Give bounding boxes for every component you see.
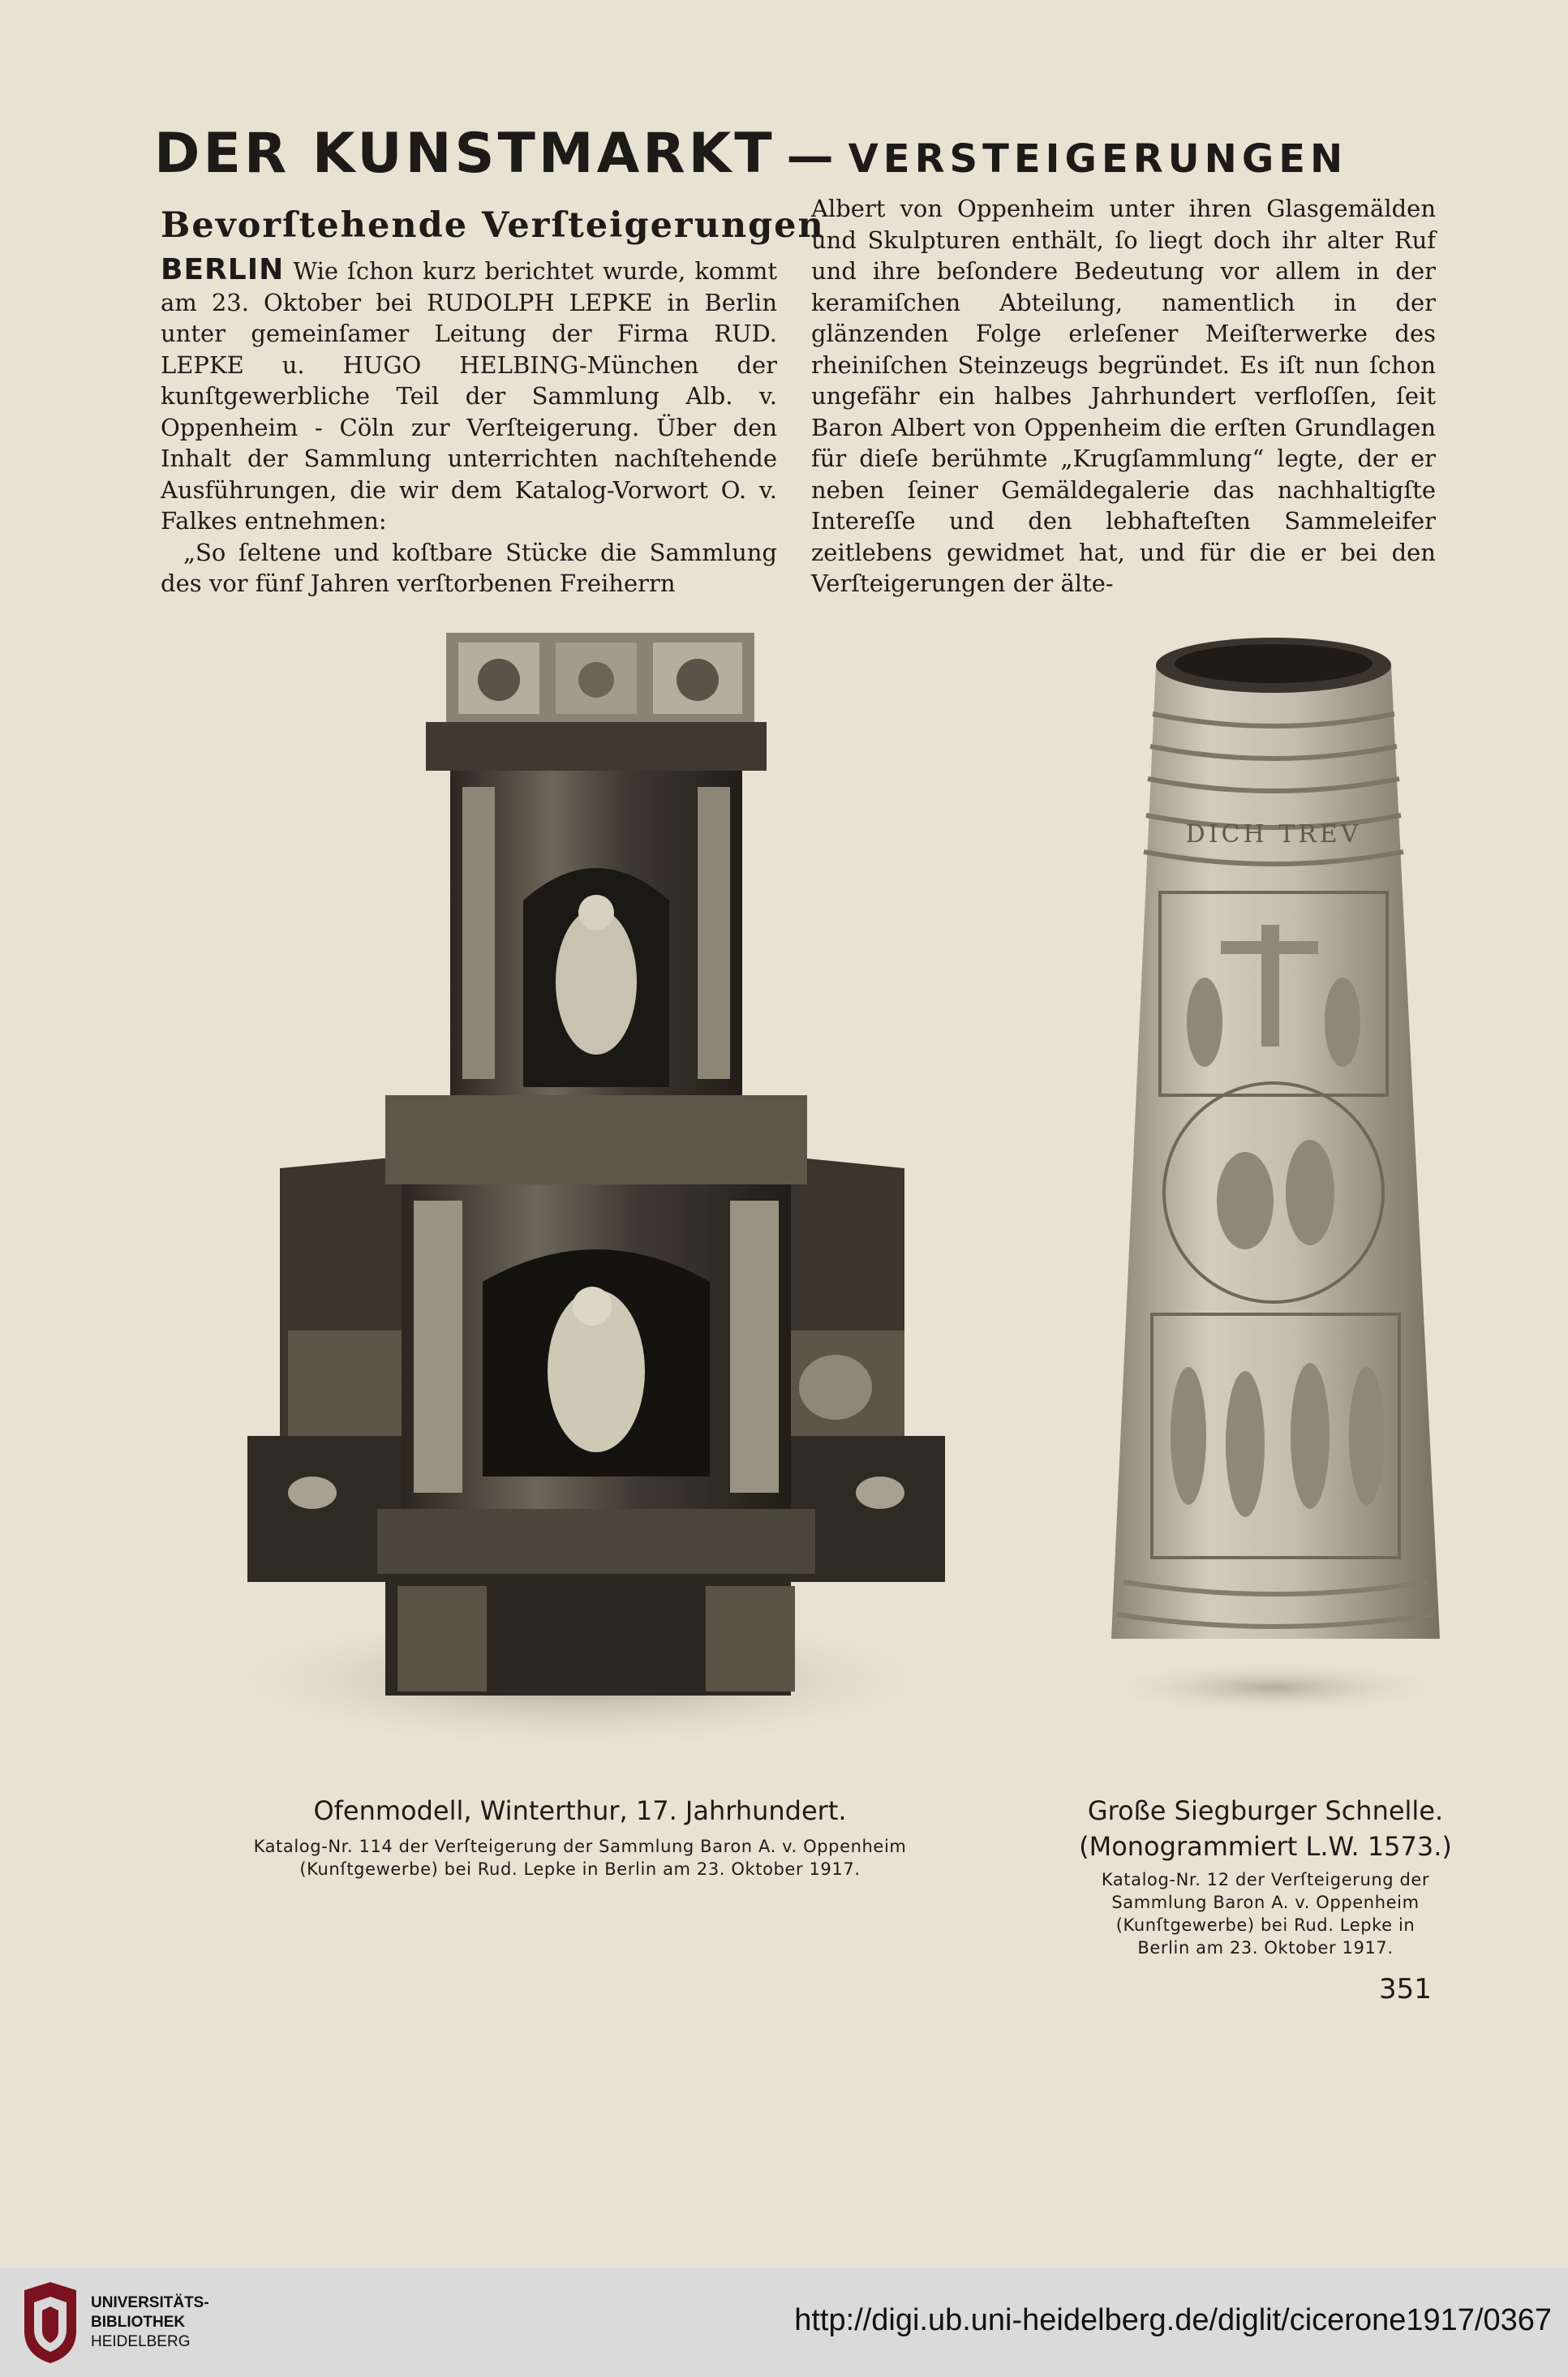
jug-caption-title-1: Große Siegburger Schnelle.: [1087, 1795, 1444, 1826]
article-left-column: [161, 201, 825, 600]
jug-inscription: DICH TREV: [1185, 820, 1362, 849]
city-label: BERLIN: [161, 253, 285, 286]
stove-caption-title: Ofenmodell, Winterthur, 17. Jahrhundert.: [313, 1795, 847, 1826]
article-subheading: Bevorſtehende Verſteigerungen: [161, 205, 825, 246]
university-library-logo-icon: [18, 2282, 83, 2363]
library-name: [91, 2293, 209, 2352]
page-number: 351: [1379, 1973, 1432, 2005]
stove-model-photo: [183, 633, 977, 1752]
jug-caption-title-2: (Monogrammiert L.W. 1573.): [1079, 1831, 1452, 1862]
masthead: [154, 122, 1436, 187]
library-name-line-2: BIBLIOTHEK: [91, 2314, 186, 2331]
jug-caption-line-3: (Kunſtgewerbe) bei Rud. Lepke in: [1115, 1915, 1415, 1935]
footer-bar: [0, 2267, 1568, 2377]
article-paragraph-2: „So ſeltene und koſtbare Stücke die Sammlung des vor fünf Jahren verſtorbenen Freiherrn: [161, 538, 777, 597]
stove-caption-line-2: (Kunſtgewerbe) bei Rud. Lepke in Berlin am 23. Oktober 1917.: [299, 1859, 861, 1879]
jug-caption-line-1: Katalog-Nr. 12 der Verſteigerung der: [1101, 1870, 1430, 1889]
masthead-dash: —: [786, 128, 837, 183]
jug-caption-line-4: Berlin am 23. Oktober 1917.: [1137, 1938, 1394, 1958]
article-right-column: Albert von Oppenheim unter ihren Glasgemälden und Skulpturen enthält, ſo liegt doch ihr alter Ruf und ihre beſondere Bedeutung vor allem in der keramiſchen Abteilung, namentlich in der glänzenden Folge erleſener Meiſterwerke des rheiniſchen Steinzeugs begründet. Es iſt nun ſchon ungefähr ein halbes Jahrhundert verfloſſen, ſeit Baron Albert von Oppenheim die erſten Grundlagen für dieſe berühmte „Krugſammlung“ legte, der er neben ſeiner Gemäldegalerie das nachhaltigſte Intereſſe und den lebhafteſten Sammeleifer zeitlebens gewidmet hat, und für die er bei den Verſteigerungen der älte-: [811, 195, 1436, 597]
masthead-subtitle: VERSTEIGERUNGEN: [848, 136, 1348, 182]
article-paragraph-1: [161, 255, 777, 537]
jug-caption-line-2: Sammlung Baron A. v. Oppenheim: [1111, 1893, 1420, 1912]
article-paragraph-1-text: Wie ſchon kurz berichtet wurde, kommt am 23. Oktober bei RUDOLPH LEPKE in Berlin unter gemeinſamer Leitung der Firma RUD. LEPKE u. HUGO HELBING-München der kunſtgewerbliche Teil der Sammlung Alb. v. Oppenheim - Cöln zur Verſteigerung. Über den Inhalt der Sammlung unterrichten nachſtehende Ausführungen, die wir dem Katalog-Vorwort O. v. Falkes entnehmen:: [161, 257, 778, 535]
library-name-line-3: HEIDELBERG: [91, 2333, 191, 2350]
stoneware-jug-photo: [1099, 633, 1448, 1712]
library-name-line-1: UNIVERSITÄTS-: [91, 2294, 209, 2311]
stove-caption-line-1: Katalog-Nr. 114 der Verſteigerung der Sammlung Baron A. v. Oppenheim: [253, 1837, 907, 1856]
permalink-url[interactable]: http://digi.ub.uni-heidelberg.de/diglit/cicerone1917/0367: [794, 2303, 1552, 2337]
masthead-title: DER KUNSTMARKT: [154, 122, 775, 186]
